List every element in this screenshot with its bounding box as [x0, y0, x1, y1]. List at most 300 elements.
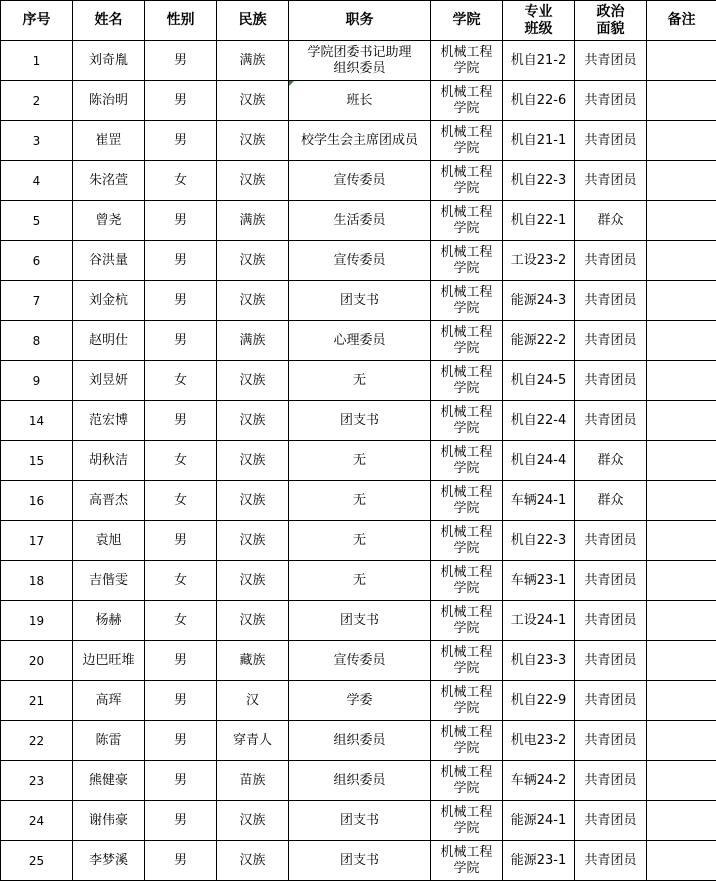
- cell-ethnicity[interactable]: [217, 441, 289, 481]
- cell-remarks[interactable]: [647, 801, 716, 841]
- cell-seq[interactable]: [1, 681, 73, 721]
- cell-seq[interactable]: [1, 841, 73, 881]
- cell-ethnicity[interactable]: [217, 241, 289, 281]
- cell-politics[interactable]: [575, 641, 647, 681]
- cell-seq[interactable]: [1, 201, 73, 241]
- cell-remarks[interactable]: [647, 841, 716, 881]
- cell-remarks[interactable]: [647, 601, 716, 641]
- cell-college[interactable]: [431, 121, 503, 161]
- cell-class[interactable]: [503, 241, 575, 281]
- cell-ethnicity[interactable]: [217, 281, 289, 321]
- cell-college-text: 机械工程学院: [431, 685, 502, 717]
- cell-seq-text: 22: [1, 733, 72, 749]
- cell-class-text: 机自22-1: [503, 213, 574, 229]
- cell-position[interactable]: [289, 121, 431, 161]
- table-row: [1, 281, 716, 321]
- cell-seq-text: 15: [1, 453, 72, 469]
- cell-seq-text: 2: [1, 93, 72, 109]
- cell-college[interactable]: [431, 361, 503, 401]
- cell-class[interactable]: [503, 641, 575, 681]
- cell-ethnicity[interactable]: [217, 841, 289, 881]
- cell-college[interactable]: [431, 41, 503, 81]
- header-position[interactable]: 职务: [289, 1, 431, 41]
- cell-politics-text: 共青团员: [575, 413, 646, 429]
- cell-college-text: 机械工程学院: [431, 565, 502, 597]
- cell-remarks[interactable]: [647, 201, 716, 241]
- cell-name[interactable]: [73, 761, 145, 801]
- cell-gender[interactable]: [145, 681, 217, 721]
- table-row: [1, 721, 716, 761]
- cell-seq[interactable]: [1, 761, 73, 801]
- cell-gender[interactable]: [145, 761, 217, 801]
- cell-ethnicity[interactable]: [217, 41, 289, 81]
- cell-ethnicity-text: 满族: [217, 333, 288, 349]
- cell-ethnicity[interactable]: [217, 521, 289, 561]
- cell-position-text: 无: [289, 453, 430, 469]
- cell-ethnicity[interactable]: [217, 681, 289, 721]
- cell-politics[interactable]: [575, 761, 647, 801]
- cell-ethnicity[interactable]: [217, 801, 289, 841]
- cell-gender[interactable]: [145, 601, 217, 641]
- cell-position[interactable]: [289, 201, 431, 241]
- cell-ethnicity-text: 汉族: [217, 173, 288, 189]
- cell-name[interactable]: [73, 641, 145, 681]
- cell-class-text: 能源24-1: [503, 813, 574, 829]
- cell-politics[interactable]: [575, 81, 647, 121]
- cell-gender-text: 女: [145, 173, 216, 189]
- cell-remarks[interactable]: [647, 401, 716, 441]
- cell-politics-text: 共青团员: [575, 533, 646, 549]
- cell-seq[interactable]: [1, 521, 73, 561]
- cell-politics[interactable]: [575, 121, 647, 161]
- cell-class[interactable]: [503, 721, 575, 761]
- cell-gender[interactable]: [145, 721, 217, 761]
- header-major-class[interactable]: [503, 1, 575, 41]
- cell-seq-text: 1: [1, 53, 72, 69]
- cell-gender-text: 男: [145, 133, 216, 149]
- cell-politics[interactable]: [575, 361, 647, 401]
- cell-gender[interactable]: [145, 561, 217, 601]
- cell-name-text: 范宏博: [73, 413, 144, 429]
- cell-name[interactable]: [73, 521, 145, 561]
- cell-gender-text: 男: [145, 733, 216, 749]
- cell-gender[interactable]: [145, 521, 217, 561]
- cell-remarks[interactable]: [647, 761, 716, 801]
- cell-position[interactable]: [289, 721, 431, 761]
- cell-position[interactable]: [289, 281, 431, 321]
- cell-class[interactable]: [503, 761, 575, 801]
- cell-seq-text: 14: [1, 413, 72, 429]
- table-body: [1, 41, 716, 881]
- cell-position-text: 组织委员: [289, 733, 430, 749]
- cell-position[interactable]: [289, 241, 431, 281]
- cell-class[interactable]: [503, 401, 575, 441]
- header-politics[interactable]: [575, 1, 647, 41]
- cell-name-text: 杨赫: [73, 613, 144, 629]
- cell-class-text: 机自22-3: [503, 173, 574, 189]
- cell-seq[interactable]: [1, 601, 73, 641]
- cell-college-text: 机械工程学院: [431, 165, 502, 197]
- cell-seq[interactable]: [1, 561, 73, 601]
- cell-politics[interactable]: [575, 801, 647, 841]
- cell-name[interactable]: [73, 801, 145, 841]
- cell-politics[interactable]: [575, 521, 647, 561]
- cell-gender[interactable]: [145, 801, 217, 841]
- cell-seq-text: 4: [1, 173, 72, 189]
- cell-college-text: 机械工程学院: [431, 45, 502, 77]
- cell-position[interactable]: [289, 401, 431, 441]
- cell-gender[interactable]: [145, 201, 217, 241]
- cell-position-text: 学委: [289, 693, 430, 709]
- cell-gender[interactable]: [145, 441, 217, 481]
- cell-name[interactable]: [73, 321, 145, 361]
- cell-name[interactable]: [73, 281, 145, 321]
- cell-ethnicity[interactable]: [217, 561, 289, 601]
- cell-college-text: 机械工程学院: [431, 725, 502, 757]
- cell-seq[interactable]: [1, 361, 73, 401]
- cell-gender-text: 女: [145, 453, 216, 469]
- cell-gender[interactable]: [145, 41, 217, 81]
- cell-college[interactable]: [431, 481, 503, 521]
- cell-position[interactable]: [289, 441, 431, 481]
- cell-remarks[interactable]: [647, 41, 716, 81]
- cell-politics[interactable]: [575, 281, 647, 321]
- cell-class[interactable]: [503, 521, 575, 561]
- cell-college[interactable]: [431, 241, 503, 281]
- cell-seq[interactable]: [1, 721, 73, 761]
- table-row: [1, 241, 716, 281]
- cell-remarks[interactable]: [647, 641, 716, 681]
- cell-gender-text: 女: [145, 573, 216, 589]
- cell-position[interactable]: [289, 801, 431, 841]
- cell-gender[interactable]: [145, 481, 217, 521]
- cell-politics[interactable]: [575, 321, 647, 361]
- cell-ethnicity-text: 汉族: [217, 413, 288, 429]
- cell-class[interactable]: [503, 41, 575, 81]
- cell-college-text: 机械工程学院: [431, 325, 502, 357]
- cell-seq[interactable]: [1, 481, 73, 521]
- cell-gender-text: 男: [145, 653, 216, 669]
- header-gender[interactable]: 性别: [145, 1, 217, 41]
- cell-seq[interactable]: [1, 401, 73, 441]
- cell-name[interactable]: [73, 41, 145, 81]
- cell-politics-text: 共青团员: [575, 333, 646, 349]
- cell-gender[interactable]: [145, 161, 217, 201]
- cell-name[interactable]: [73, 721, 145, 761]
- cell-name[interactable]: [73, 481, 145, 521]
- cell-seq-text: 3: [1, 133, 72, 149]
- cell-position[interactable]: [289, 41, 431, 81]
- cell-college-text: 机械工程学院: [431, 365, 502, 397]
- header-remarks[interactable]: 备注: [647, 1, 716, 41]
- cell-name[interactable]: [73, 841, 145, 881]
- cell-class[interactable]: [503, 161, 575, 201]
- cell-position[interactable]: [289, 521, 431, 561]
- header-major-line2: 班级: [503, 21, 574, 38]
- cell-class[interactable]: [503, 481, 575, 521]
- cell-position-text: 宣传委员: [289, 173, 430, 189]
- cell-college[interactable]: [431, 681, 503, 721]
- cell-ethnicity-text: 穿青人: [217, 733, 288, 749]
- cell-class[interactable]: [503, 601, 575, 641]
- cell-remarks[interactable]: [647, 481, 716, 521]
- cell-politics[interactable]: [575, 161, 647, 201]
- cell-name[interactable]: [73, 401, 145, 441]
- cell-college[interactable]: [431, 721, 503, 761]
- cell-college-text: 机械工程学院: [431, 525, 502, 557]
- cell-gender-text: 男: [145, 813, 216, 829]
- cell-ethnicity-text: 汉族: [217, 93, 288, 109]
- cell-position[interactable]: [289, 641, 431, 681]
- cell-college[interactable]: [431, 561, 503, 601]
- cell-college[interactable]: [431, 401, 503, 441]
- cell-college[interactable]: [431, 601, 503, 641]
- cell-politics-text: 群众: [575, 453, 646, 469]
- cell-class[interactable]: [503, 841, 575, 881]
- cell-ethnicity-text: 汉族: [217, 373, 288, 389]
- cell-seq[interactable]: [1, 641, 73, 681]
- header-college[interactable]: 学院: [431, 1, 503, 41]
- cell-remarks[interactable]: [647, 121, 716, 161]
- cell-ethnicity[interactable]: [217, 161, 289, 201]
- cell-gender[interactable]: [145, 641, 217, 681]
- cell-position[interactable]: [289, 681, 431, 721]
- cell-class[interactable]: [503, 321, 575, 361]
- cell-seq[interactable]: [1, 41, 73, 81]
- table-row: [1, 681, 716, 721]
- cell-name[interactable]: [73, 161, 145, 201]
- cell-college[interactable]: [431, 641, 503, 681]
- cell-ethnicity-text: 汉族: [217, 493, 288, 509]
- cell-position[interactable]: [289, 761, 431, 801]
- header-major-line1: 专业: [503, 4, 574, 21]
- cell-remarks[interactable]: [647, 281, 716, 321]
- cell-class[interactable]: [503, 281, 575, 321]
- cell-seq[interactable]: [1, 441, 73, 481]
- table-row: [1, 481, 716, 521]
- cell-politics-text: 共青团员: [575, 253, 646, 269]
- cell-politics[interactable]: [575, 681, 647, 721]
- cell-college-text: 机械工程学院: [431, 645, 502, 677]
- cell-college[interactable]: [431, 281, 503, 321]
- cell-ethnicity[interactable]: [217, 601, 289, 641]
- cell-college-text: 机械工程学院: [431, 845, 502, 877]
- cell-class[interactable]: [503, 801, 575, 841]
- cell-class-text: 机自24-4: [503, 453, 574, 469]
- table-row: [1, 321, 716, 361]
- cell-seq-text: 23: [1, 773, 72, 789]
- cell-gender-text: 男: [145, 253, 216, 269]
- cell-college[interactable]: [431, 841, 503, 881]
- cell-politics[interactable]: [575, 401, 647, 441]
- cell-remarks[interactable]: [647, 81, 716, 121]
- cell-ethnicity[interactable]: [217, 401, 289, 441]
- cell-gender[interactable]: [145, 281, 217, 321]
- cell-remarks[interactable]: [647, 161, 716, 201]
- cell-position[interactable]: [289, 361, 431, 401]
- cell-name-text: 陈雷: [73, 733, 144, 749]
- cell-ethnicity[interactable]: [217, 81, 289, 121]
- cell-name-text: 刘金杭: [73, 293, 144, 309]
- table-row: [1, 361, 716, 401]
- cell-seq[interactable]: [1, 81, 73, 121]
- cell-politics-text: 共青团员: [575, 133, 646, 149]
- cell-college[interactable]: [431, 201, 503, 241]
- table-row: [1, 641, 716, 681]
- cell-class-text: 机自22-6: [503, 93, 574, 109]
- cell-position[interactable]: [289, 481, 431, 521]
- cell-name[interactable]: [73, 241, 145, 281]
- cell-gender[interactable]: [145, 841, 217, 881]
- cell-seq-text: 7: [1, 293, 72, 309]
- cell-position-text: 宣传委员: [289, 653, 430, 669]
- cell-college[interactable]: [431, 801, 503, 841]
- cell-seq[interactable]: [1, 161, 73, 201]
- cell-position-text: 团支书: [289, 293, 430, 309]
- cell-gender[interactable]: [145, 81, 217, 121]
- cell-politics-text: 群众: [575, 213, 646, 229]
- cell-ethnicity-text: 汉族: [217, 453, 288, 469]
- header-seq[interactable]: 序号: [1, 1, 73, 41]
- cell-college[interactable]: [431, 321, 503, 361]
- cell-position[interactable]: [289, 81, 431, 121]
- cell-seq-text: 8: [1, 333, 72, 349]
- cell-ethnicity-text: 苗族: [217, 773, 288, 789]
- cell-gender-text: 男: [145, 693, 216, 709]
- cell-ethnicity-text: 满族: [217, 213, 288, 229]
- cell-remarks[interactable]: [647, 321, 716, 361]
- cell-class[interactable]: [503, 441, 575, 481]
- cell-college[interactable]: [431, 761, 503, 801]
- cell-name[interactable]: [73, 601, 145, 641]
- table-row: [1, 401, 716, 441]
- cell-ethnicity[interactable]: [217, 761, 289, 801]
- cell-position[interactable]: [289, 601, 431, 641]
- cell-name-text: 高珲: [73, 693, 144, 709]
- cell-position[interactable]: [289, 561, 431, 601]
- cell-remarks[interactable]: [647, 561, 716, 601]
- cell-class[interactable]: [503, 361, 575, 401]
- cell-gender[interactable]: [145, 361, 217, 401]
- table-row: [1, 521, 716, 561]
- cell-college[interactable]: [431, 441, 503, 481]
- cell-name-text: 朱洺萱: [73, 173, 144, 189]
- cell-college[interactable]: [431, 161, 503, 201]
- cell-seq[interactable]: [1, 801, 73, 841]
- cell-class[interactable]: [503, 681, 575, 721]
- cell-class[interactable]: [503, 561, 575, 601]
- cell-ethnicity[interactable]: [217, 321, 289, 361]
- cell-college-text: 机械工程学院: [431, 85, 502, 117]
- cell-politics[interactable]: [575, 601, 647, 641]
- cell-politics-text: 共青团员: [575, 733, 646, 749]
- cell-position-text: 团支书: [289, 853, 430, 869]
- cell-remarks[interactable]: [647, 721, 716, 761]
- cell-gender[interactable]: [145, 321, 217, 361]
- header-politics-line2: 面貌: [575, 21, 646, 38]
- cell-remarks[interactable]: [647, 441, 716, 481]
- cell-college[interactable]: [431, 81, 503, 121]
- cell-politics[interactable]: [575, 201, 647, 241]
- cell-remarks[interactable]: [647, 681, 716, 721]
- cell-seq[interactable]: [1, 121, 73, 161]
- cell-class-text: 车辆23-1: [503, 573, 574, 589]
- header-ethnicity[interactable]: 民族: [217, 1, 289, 41]
- cell-name[interactable]: [73, 121, 145, 161]
- cell-name[interactable]: [73, 81, 145, 121]
- cell-remarks[interactable]: [647, 361, 716, 401]
- cell-remarks[interactable]: [647, 241, 716, 281]
- cell-position-text: 学院团委书记助理组织委员: [289, 45, 430, 77]
- cell-class-text: 能源22-2: [503, 333, 574, 349]
- cell-class-text: 机自22-3: [503, 533, 574, 549]
- cell-politics-text: 共青团员: [575, 173, 646, 189]
- cell-gender[interactable]: [145, 401, 217, 441]
- cell-gender[interactable]: [145, 121, 217, 161]
- cell-seq[interactable]: [1, 241, 73, 281]
- table-row: [1, 801, 716, 841]
- cell-name[interactable]: [73, 361, 145, 401]
- cell-politics[interactable]: [575, 41, 647, 81]
- cell-remarks[interactable]: [647, 521, 716, 561]
- cell-politics[interactable]: [575, 481, 647, 521]
- cell-college[interactable]: [431, 521, 503, 561]
- cell-ethnicity-text: 汉族: [217, 813, 288, 829]
- cell-politics[interactable]: [575, 841, 647, 881]
- cell-ethnicity-text: 汉族: [217, 253, 288, 269]
- cell-class-text: 机自23-3: [503, 653, 574, 669]
- cell-position-text: 生活委员: [289, 213, 430, 229]
- cell-class[interactable]: [503, 81, 575, 121]
- cell-gender[interactable]: [145, 241, 217, 281]
- cell-politics[interactable]: [575, 241, 647, 281]
- cell-name[interactable]: [73, 441, 145, 481]
- cell-politics[interactable]: [575, 561, 647, 601]
- cell-name[interactable]: [73, 201, 145, 241]
- cell-position[interactable]: [289, 841, 431, 881]
- header-name[interactable]: 姓名: [73, 1, 145, 41]
- cell-name[interactable]: [73, 561, 145, 601]
- cell-position-text: 无: [289, 533, 430, 549]
- cell-position[interactable]: [289, 321, 431, 361]
- cell-ethnicity[interactable]: [217, 481, 289, 521]
- cell-ethnicity[interactable]: [217, 201, 289, 241]
- cell-politics-text: 群众: [575, 493, 646, 509]
- cell-position-text: 团支书: [289, 413, 430, 429]
- cell-seq[interactable]: [1, 281, 73, 321]
- cell-politics-text: 共青团员: [575, 53, 646, 69]
- cell-ethnicity[interactable]: [217, 721, 289, 761]
- cell-name[interactable]: [73, 681, 145, 721]
- cell-politics-text: 共青团员: [575, 613, 646, 629]
- cell-politics-text: 共青团员: [575, 573, 646, 589]
- cell-politics[interactable]: [575, 721, 647, 761]
- cell-ethnicity[interactable]: [217, 641, 289, 681]
- cell-college-text: 机械工程学院: [431, 285, 502, 317]
- cell-politics[interactable]: [575, 441, 647, 481]
- cell-gender-text: 男: [145, 533, 216, 549]
- cell-class[interactable]: [503, 201, 575, 241]
- cell-ethnicity[interactable]: [217, 361, 289, 401]
- table-row: [1, 761, 716, 801]
- cell-seq-text: 25: [1, 853, 72, 869]
- cell-gender-text: 男: [145, 853, 216, 869]
- cell-ethnicity[interactable]: [217, 121, 289, 161]
- cell-class[interactable]: [503, 121, 575, 161]
- cell-position[interactable]: [289, 161, 431, 201]
- cell-gender-text: 女: [145, 373, 216, 389]
- cell-seq[interactable]: [1, 321, 73, 361]
